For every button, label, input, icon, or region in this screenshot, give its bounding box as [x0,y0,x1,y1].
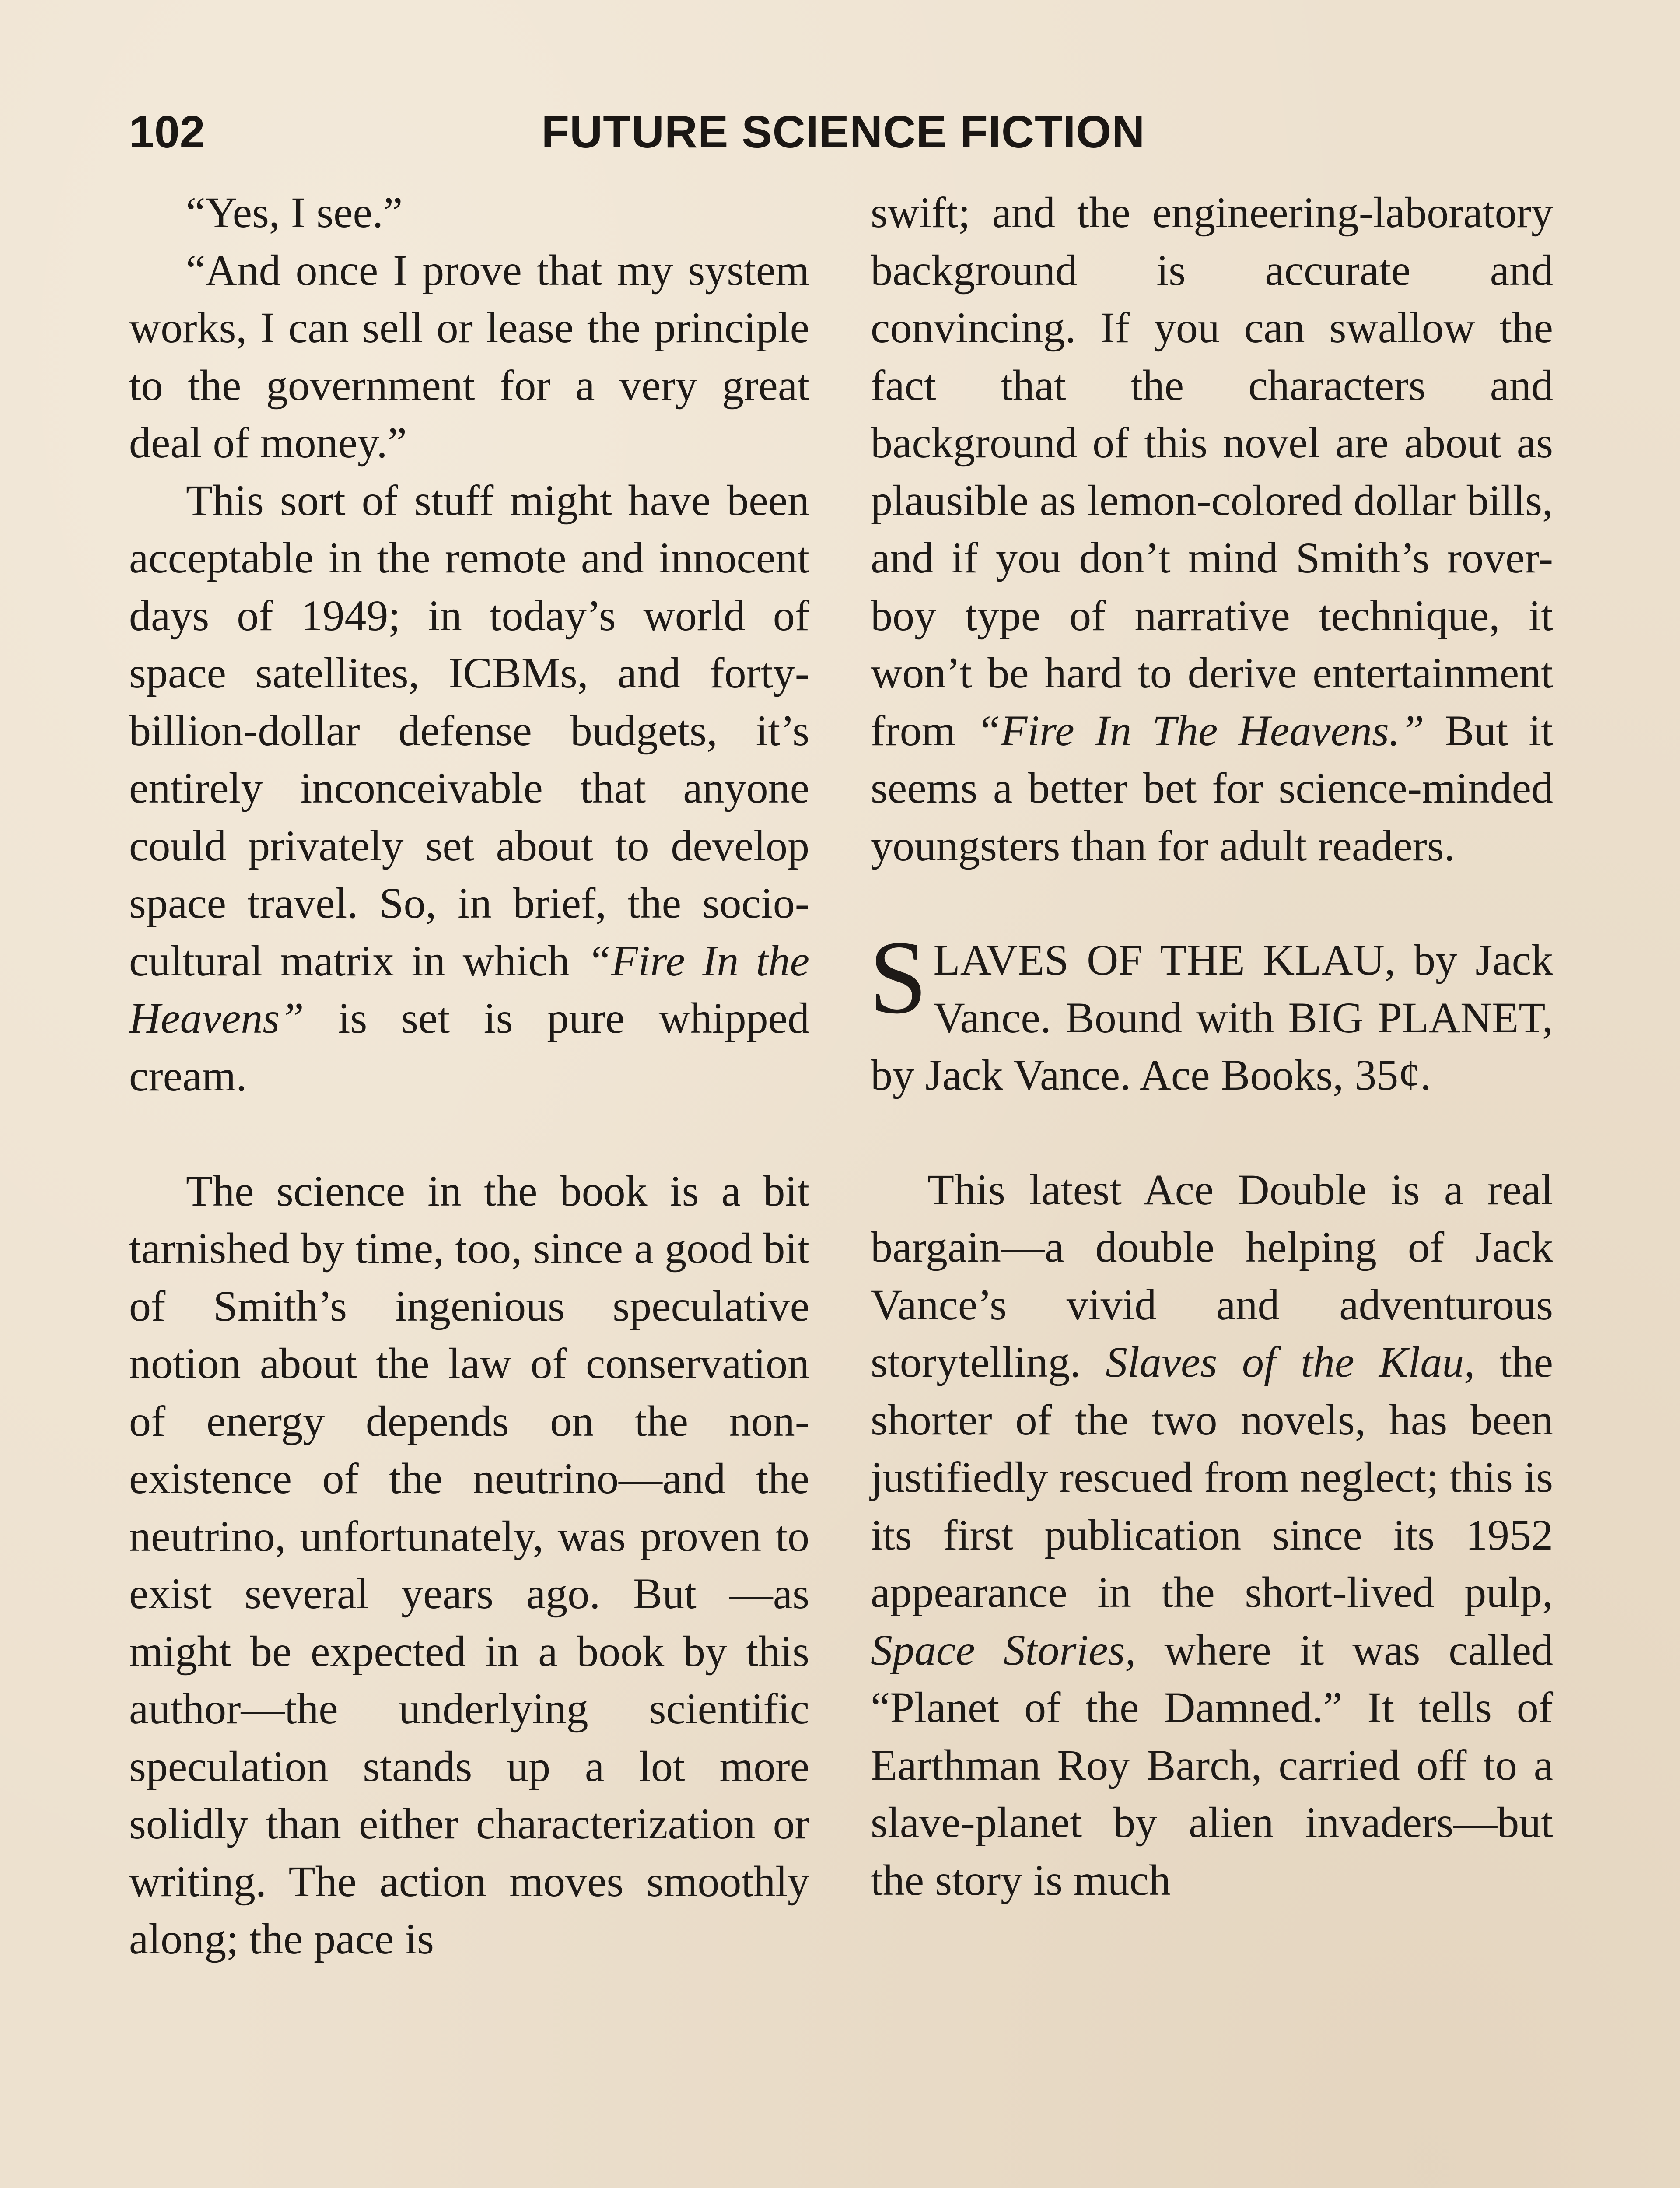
page-number: 102 [129,107,205,158]
book-title-italic: “Fire In the Heavens” [129,936,809,1042]
text-span: is set is pure whipped cream. [129,994,809,1100]
paragraph [871,184,1553,874]
paragraph [871,1161,1553,1909]
text-span: This sort of stuff might have been acceptable in the remote and innocent days of 1949; in today’s world of space satellites, ICBMs, and forty-billion-dollar defense budgets, it’s entirely inconceivable that anyone could privately set about to develop space travel. So, in brief, the socio-cultural matrix in which [129,476,809,985]
book-title-italic: Slaves of the Klau, [1106,1338,1475,1386]
magazine-title-italic: Space Stories, [871,1625,1136,1674]
section-gap [871,874,1553,931]
text-span: swift; and the engineering-laboratory background is accurate and convincing. If you can swallow the fact that the characters and background of this novel are about as plausible as lemon-colored dollar bills, and if you don’t mind Smith’s rover-boy type of narrative technique, it won’t be hard to derive entertainment from [871,188,1553,755]
heading-text: LAVES OF THE KLAU, by Jack Vance. Bound with BIG PLANET, by Jack Vance. Ace Books, 35¢. [871,936,1553,1099]
paragraph: “Yes, I see.” [186,188,403,237]
running-title: FUTURE SCIENCE FICTION [541,107,1145,158]
drop-cap: S [869,919,928,1035]
page-header [129,102,1558,163]
paragraph [129,472,809,1105]
paragraph-gap [129,1105,809,1162]
text-span: But it seems a better bet for science-minded youngsters than for adult readers. [871,706,1554,870]
text-span: This latest Ace Double is a real bargain—a double helping of Jack Vance’s vivid and adventurous storytelling. [871,1165,1553,1386]
book-title-italic: “Fire In The Heavens.” [976,706,1424,755]
book-review-heading [869,919,1553,1104]
section-gap [871,1104,1553,1161]
paragraph: “And once I prove that my system works, I can sell or lease the principle to the government for a very great deal of money.” [129,245,809,467]
text-span: where it was called “Planet of the Damned.” It tells of Earthman Roy Barch, carried off to a slave-planet by alien invaders—but the story is much [871,1625,1553,1904]
text-span: the shorter of the two novels, has been justifiedly rescued from neglect; this is its first publication since its 1952 appearance in the short-lived pulp, [871,1338,1553,1616]
left-column [129,184,809,1968]
right-column [871,184,1553,1909]
paragraph: The science in the book is a bit tarnished by time, too, since a good bit of Smith’s ingenious speculative notion about the law of conservation of energy depends on the non-existence of the neutrino—and the neutrino, unfortunately, was proven to exist several years ago. But —as might be expected in a book by this author—the underlying scientific speculation stands up a lot more solidly than either characterization or writing. The action moves smoothly along; the pace is [129,1166,809,1963]
